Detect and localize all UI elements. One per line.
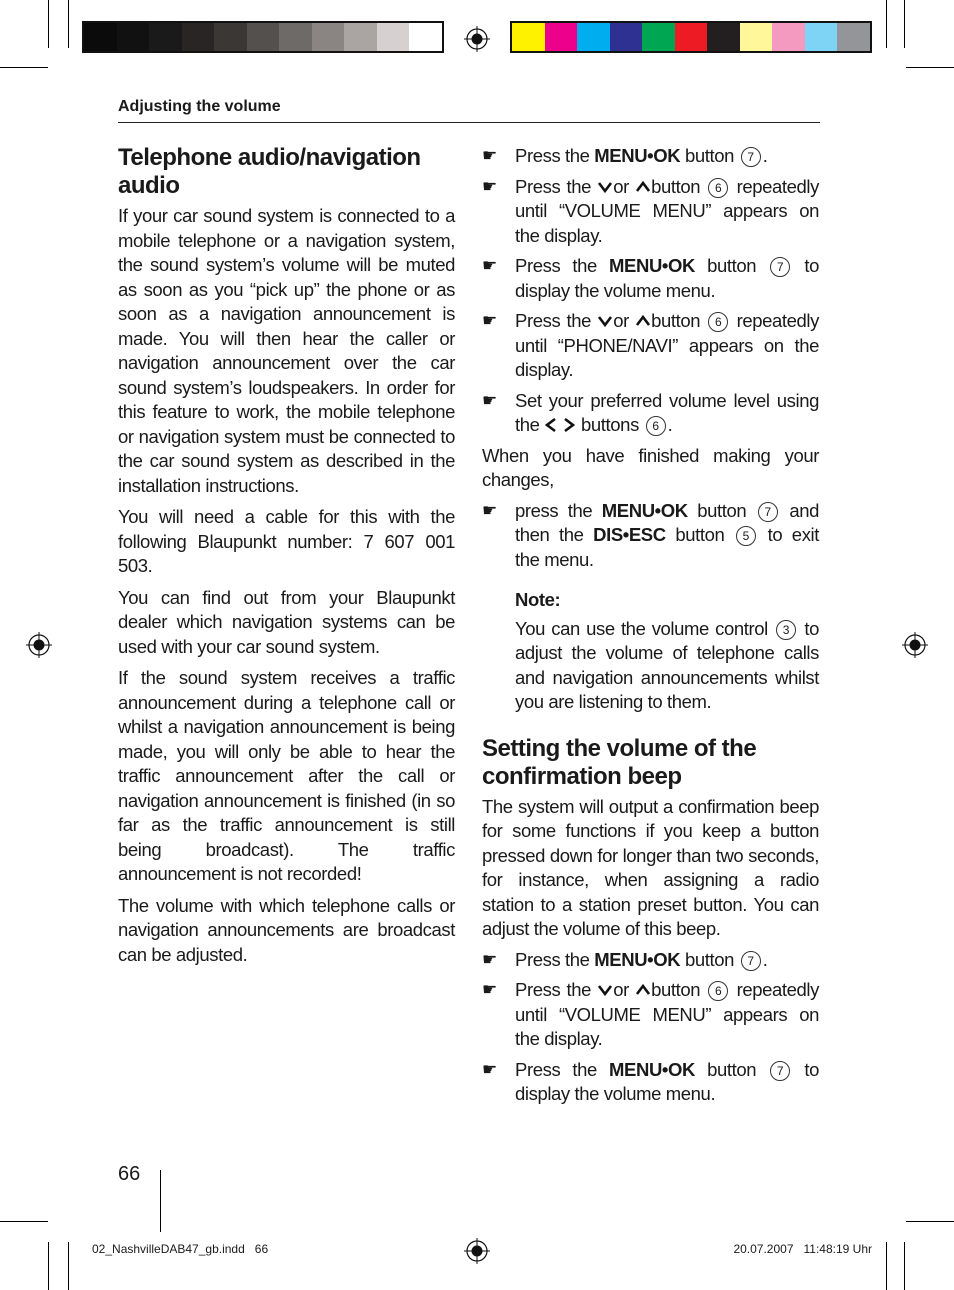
registration-mark-icon [464, 26, 490, 52]
slug-timestamp: 20.07.2007 11:48:19 Uhr [733, 1242, 872, 1256]
pointing-hand-icon: ☛ [482, 176, 497, 196]
chevron-left-icon [544, 417, 560, 433]
color-swatch [610, 23, 643, 51]
color-swatch [512, 23, 545, 51]
color-swatch [84, 23, 117, 51]
button-number-badge: 7 [770, 257, 790, 277]
color-swatch [707, 23, 740, 51]
button-number-badge: 7 [741, 951, 761, 971]
button-number-badge: 6 [646, 416, 666, 436]
button-number-badge: 6 [708, 178, 728, 198]
button-name: MENU•OK [609, 255, 695, 276]
color-swatch [214, 23, 247, 51]
crop-mark [0, 1221, 48, 1222]
instruction-step: ☛ Press the or button 6 repeatedly until “PHONE/NAVI” appears on the display. [482, 310, 819, 380]
registration-mark-icon [26, 632, 52, 658]
chevron-down-icon [597, 180, 613, 194]
chevron-up-icon [635, 180, 651, 194]
instruction-step: ☛ press the MENU•OK button 7 and then the DIS•ESC button 5 to exit the menu. [482, 499, 819, 570]
color-swatch [675, 23, 708, 51]
slug-filename: 02_NashvilleDAB47_gb.indd 66 [92, 1242, 269, 1256]
instruction-step: ☛ Press the or button 6 repeatedly until “VOLUME MENU” appears on the display. [482, 175, 819, 246]
color-swatch [182, 23, 215, 51]
pointing-hand-icon: ☛ [482, 949, 497, 969]
button-number-badge: 3 [776, 620, 796, 640]
color-swatch [772, 23, 805, 51]
color-swatch [149, 23, 182, 51]
color-swatch [117, 23, 150, 51]
instruction-step: ☛ Press the MENU•OK button 7 to display the volume menu. [482, 1058, 819, 1104]
button-number-badge: 6 [708, 981, 728, 1001]
button-name: MENU•OK [594, 145, 681, 166]
chevron-up-icon [635, 314, 651, 328]
button-number-badge: 6 [708, 312, 728, 332]
right-column [482, 144, 819, 1113]
paragraph: You can find out from your Blaupunkt dealer which navigation systems can be used with your car sound system. [118, 586, 455, 657]
crop-mark [68, 1242, 69, 1290]
left-column [118, 144, 455, 974]
color-swatch [805, 23, 838, 51]
color-swatch [545, 23, 578, 51]
color-swatch [740, 23, 773, 51]
pointing-hand-icon: ☛ [482, 500, 497, 520]
chevron-right-icon [560, 417, 576, 433]
crop-mark [886, 1242, 887, 1290]
button-name: MENU•OK [601, 499, 688, 521]
button-number-badge: 7 [741, 147, 761, 167]
instruction-step: ☛ Press the or button 6 repeatedly until “VOLUME MENU” appears on the display. [482, 979, 819, 1049]
crop-mark [0, 67, 48, 68]
button-number-badge: 7 [770, 1061, 790, 1081]
chevron-down-icon [597, 314, 613, 328]
pointing-hand-icon: ☛ [482, 980, 497, 999]
chevron-down-icon [597, 983, 613, 997]
section-heading: Setting the volume of the confirmation beep [482, 734, 757, 790]
paragraph: If your car sound system is connected to a mobile telephone or a navigation system, the sound system’s volume will be muted as soon as you “pick up” the phone or as soon as a navigation announcement is made. You will then hear the caller or navigation announcement over the car sound system’s loudspeakers. In order for this feature to work, the mobile telephone or navigation system must be connected to the car sound system as described in the installation instructions. [118, 205, 455, 496]
crop-mark [904, 0, 905, 48]
grayscale-color-bar [82, 21, 444, 53]
crop-mark [48, 0, 49, 48]
crop-mark [904, 1242, 905, 1290]
button-name: DIS•ESC [593, 524, 666, 545]
pointing-hand-icon: ☛ [482, 311, 497, 330]
button-number-badge: 7 [758, 502, 778, 522]
color-swatch [247, 23, 280, 51]
instruction-step: ☛ Press the MENU•OK button 7 . [482, 144, 819, 169]
pointing-hand-icon: ☛ [482, 1059, 497, 1079]
pointing-hand-icon: ☛ [482, 256, 497, 275]
crop-mark [906, 67, 954, 68]
pointing-hand-icon: ☛ [482, 146, 497, 165]
note-body: You can use the volume control 3 to adjust the volume of telephone calls and navigation announcements whilst you are listening to them. [515, 617, 819, 712]
note-title: Note: [515, 589, 561, 610]
crop-mark [906, 1221, 954, 1222]
pointing-hand-icon: ☛ [482, 390, 497, 410]
crop-mark [886, 0, 887, 48]
chevron-up-icon [635, 983, 651, 997]
paragraph: You will need a cable for this with the following Blaupunkt number: 7 607 001 503. [118, 506, 455, 576]
crop-mark [160, 1170, 161, 1232]
color-swatch [642, 23, 675, 51]
color-swatch [837, 23, 870, 51]
process-color-bar [510, 21, 872, 53]
color-swatch [409, 23, 442, 51]
color-swatch [344, 23, 377, 51]
paragraph: The volume with which telephone calls or navigation announcements are broadcast can be adjusted. [118, 894, 455, 965]
color-swatch [279, 23, 312, 51]
page-number: 66 [118, 1163, 141, 1185]
button-name: MENU•OK [609, 1058, 695, 1080]
color-swatch [577, 23, 610, 51]
button-name: MENU•OK [594, 948, 681, 970]
crop-mark [68, 0, 69, 48]
registration-mark-icon [464, 1238, 490, 1264]
instruction-step: ☛ Set your preferred volume level using the buttons 6 . [482, 389, 819, 435]
color-swatch [312, 23, 345, 51]
color-swatch [377, 23, 410, 51]
instruction-step: ☛ Press the MENU•OK button 7 to display the volume menu. [482, 255, 819, 301]
paragraph: If the sound system receives a traffic announcement during a telephone call or whilst a navigation announcement is being made, you will only be able to hear the traffic announcement after the call or navigation announcement is finished (in so far as the traffic announcement is still being broadcast). The traffic announcement is not recorded! [118, 667, 455, 884]
button-number-badge: 5 [736, 526, 756, 546]
section-heading: Telephone audio/navigation audio [118, 144, 421, 199]
running-header: Adjusting the volume [118, 98, 820, 123]
instruction-step: ☛ Press the MENU•OK button 7 . [482, 948, 819, 973]
paragraph: The system will output a confirmation beep for some functions if you keep a button pressed down for longer than two seconds, for instance, when assigning a radio station to a station preset button. You can adjust the volume of this beep. [482, 795, 819, 939]
crop-mark [48, 1242, 49, 1290]
registration-mark-icon [902, 632, 928, 658]
paragraph: When you have finished making your changes, [482, 444, 819, 490]
